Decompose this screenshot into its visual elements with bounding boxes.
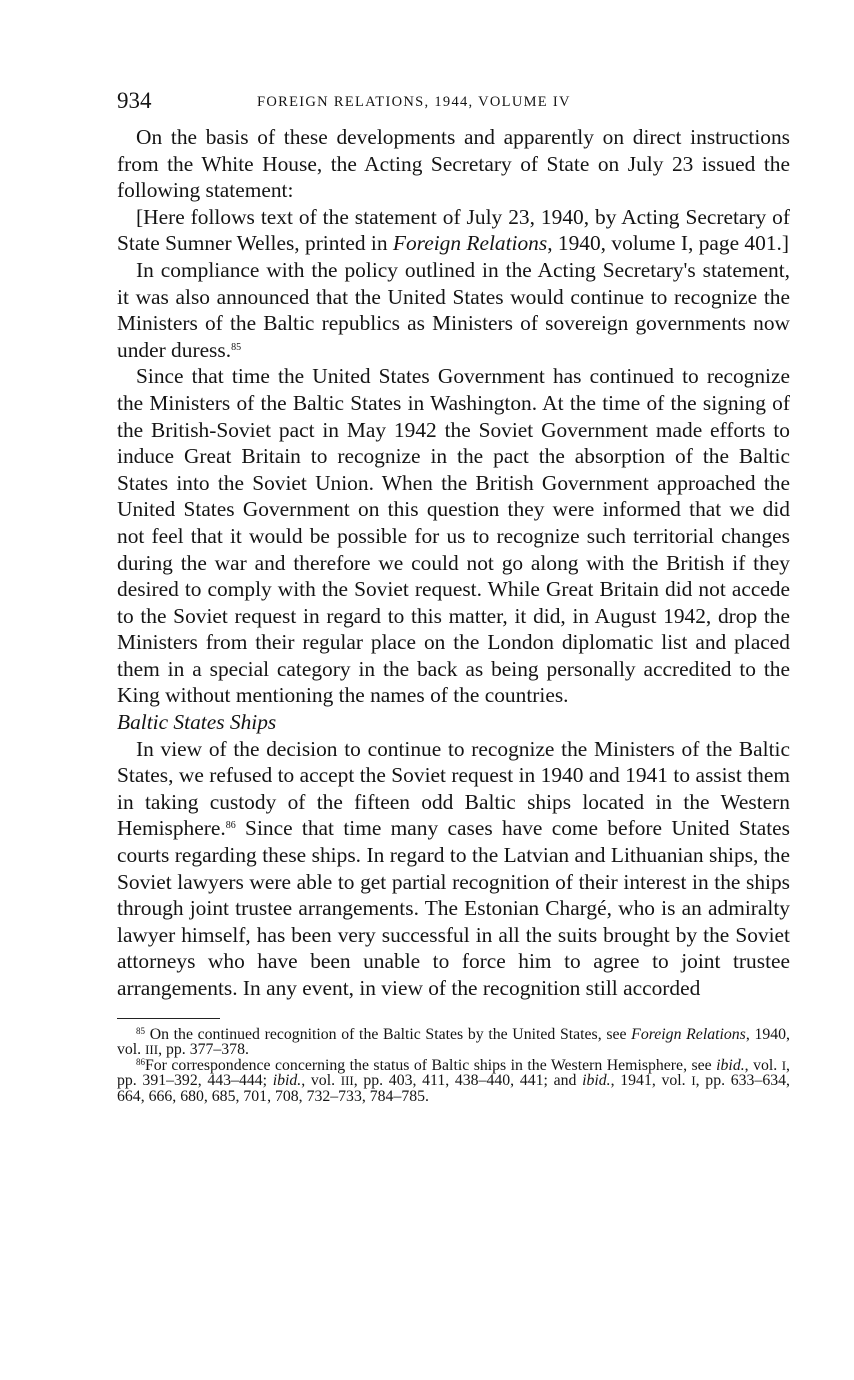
footnote-85-text: , 1940, vol. [117,1025,790,1059]
footnote-85-volume: III [145,1042,159,1058]
footnote-85-mark: 85 [136,1025,145,1036]
page-header [117,88,790,124]
footnote-85-text: , pp. 377–378. [158,1041,249,1059]
footnote-86-ibid: ibid. [272,1072,302,1090]
paragraph-5-text-b: Since that time many cases have come before United States courts regarding these ships. In regard to the Latvian and Lithuanian ships, the Soviet lawyers were able to get partial recognition of their interest in the ships through joint trustee arrangements. The Estonian Chargé, who is an admiralty lawyer himself, has been very successful in all the suits brought by the Soviet attorneys who have been unable to force him to agree to joint trustee arrangements. In any event, in view of the recognition still accorded [117,816,790,1000]
footnotes [117,1027,790,1105]
footnote-86-text: , vol. [744,1056,782,1074]
paragraph-5-text-a: In view of the decision to continue to recognize the Ministers of the Baltic States, we refused to accept the Soviet request in 1940 and 1941 to assist them in taking custody of the fifteen odd Baltic ships located in the Western Hemisphere. [117,736,790,841]
paragraph-4: Since that time the United States Government has continued to recognize the Ministers of the Baltic States in Washington. At the time of the signing of the British-Soviet pact in May 1942 the Soviet Government made efforts to induce Great Britain to recognize in the pact the absorption of the Baltic States into the Soviet Union. When the British Government approached the United States Government on this question they were informed that we did not feel that it would be possible for us to recognize such territorial changes during the war and therefore we could not go along with the British if they desired to comply with the Soviet request. While Great Britain did not accede to the Soviet request in regard to this matter, it did, in August 1942, drop the Ministers from their regular place on the London diplomatic list and placed them in a special category in the back as being personally accredited to the King without mentioning the names of the countries. [117,364,790,708]
footnote-86-volume: I [691,1073,696,1089]
body-text [117,124,790,1002]
footnote-ref-86[interactable]: 86 [225,820,236,832]
paragraph-3 [117,257,790,363]
paragraph-1: On the basis of these developments and apparently on direct instructions from the White House, the Acting Secretary of State on July 23 issued the following statement: [117,125,790,203]
footnote-86-ibid: ibid. [716,1056,745,1074]
footnote-86-mark: 86 [136,1056,145,1067]
footnote-85 [117,1027,790,1058]
footnote-86-volume: I [781,1057,787,1073]
citation-title: Foreign Relations [392,231,548,256]
footnote-ref-85[interactable]: 85 [231,341,242,353]
paragraph-3-text: In compliance with the policy outlined in the Acting Secretary's statement, it was also announced that the United States would continue to recognize the Ministers of the Baltic republics as Ministers of sovereign governments now under duress. [117,257,790,362]
footnote-86-ibid: ibid. [582,1072,611,1090]
footnote-86-text: , pp. 633–634, 664, 666, 680, 685, 701, 708, 732–733, 784–785. [117,1072,790,1105]
paragraph-2-text-b: , 1940, volume I, page 401.] [547,231,789,256]
footnote-86-text: , pp. 391–392, 443–444; [117,1056,790,1090]
footnote-85-text: On the continued recognition of the Baltic States by the United States, see [149,1025,632,1043]
footnote-divider [117,1018,220,1019]
section-heading: Baltic States Ships [117,710,277,735]
document-page [117,88,790,1105]
footnote-86 [117,1058,790,1105]
footnote-85-citation: Foreign Relations [631,1025,746,1043]
paragraph-2 [117,204,790,257]
footnote-86-text: , vol. [301,1072,341,1090]
footnote-86-text: , 1941, vol. [610,1072,692,1090]
footnote-86-text: , pp. 403, 411, 438–440, 441; and [353,1072,583,1090]
running-title: FOREIGN RELATIONS, 1944, VOLUME IV [257,94,571,110]
paragraph-2-text-a: [Here follows text of the statement of July 23, 1940, by Acting Secretary of State Sumner Welles, printed in [117,204,790,256]
footnote-86-volume: III [340,1073,354,1089]
page-number: 934 [117,88,152,113]
footnote-86-text: For correspondence concerning the status of Baltic ships in the Western Hemisphere, see [145,1056,717,1074]
paragraph-5 [117,736,790,1002]
